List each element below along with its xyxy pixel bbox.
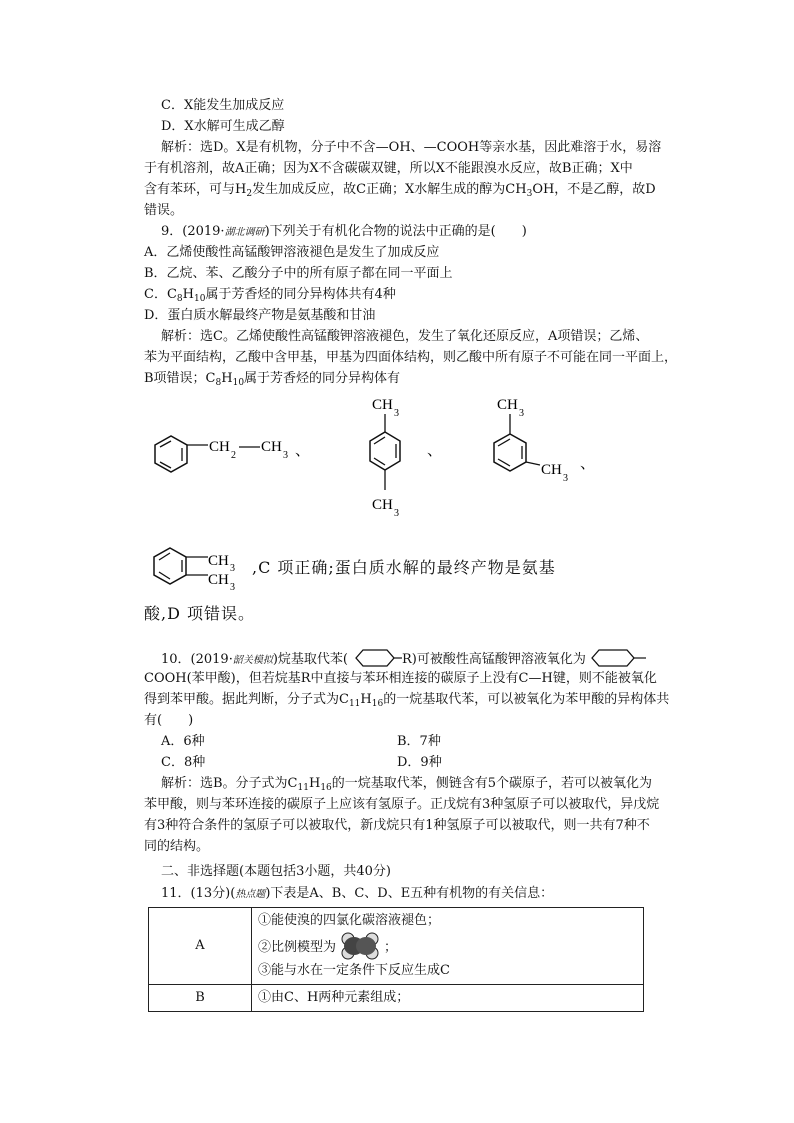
q9-solution-line3: B项错误；$C_8H_{10}$属于芳香烃的同分异构体有 — [144, 371, 401, 388]
info-table — [148, 907, 644, 1012]
benzene-ring-icon — [348, 648, 402, 668]
q9-option-c: C．$C_8H_{10}$属于芳香烃的同分异构体共有4种 — [144, 287, 396, 304]
svg-text:、: 、 — [295, 443, 311, 459]
row-key: A — [149, 908, 252, 985]
p-xylene-structure — [370, 397, 442, 519]
svg-text:3: 3 — [230, 563, 235, 574]
svg-text:3: 3 — [283, 450, 288, 461]
svg-text:3: 3 — [563, 473, 568, 484]
svg-text:CH: CH — [372, 497, 393, 513]
q9-option-d: D．蛋白质水解最终产物是氨基酸和甘油 — [144, 308, 376, 323]
row-content: ①能使溴的四氯化碳溶液褪色； ②比例模型为 ； ③能与水在一定条件下反应生成C — [252, 908, 644, 985]
table-row — [149, 985, 644, 1012]
svg-text:3: 3 — [519, 408, 524, 419]
svg-text:3: 3 — [394, 408, 399, 419]
q9-solution-line2: 苯为平面结构，乙酸中含甲基，甲基为四面体结构，则乙酸中所有原子不可能在同一平面上， — [144, 350, 678, 365]
q9-solution-cont: ,C 项正确;蛋白质水解的最终产物是氨基 — [252, 558, 556, 577]
svg-text:2: 2 — [231, 450, 236, 461]
q10-option-a: A．6种 — [161, 734, 205, 749]
svg-text:CH: CH — [261, 439, 282, 455]
table-row — [149, 908, 644, 985]
svg-text:CH: CH — [208, 553, 229, 569]
svg-text:CH: CH — [209, 439, 230, 455]
q10-option-d: D．9种 — [397, 755, 442, 770]
ethylbenzene-structure — [155, 436, 310, 472]
q9-stem: 9．(2019·湖北调研)下列关于有机化合物的说法中正确的是( ) — [161, 224, 527, 239]
q10-stem-line4: 有( ) — [144, 713, 194, 728]
q10-option-b: B．7种 — [397, 734, 441, 749]
q9-solution-cont2: 酸,D 项错误。 — [144, 604, 256, 623]
svg-text:CH: CH — [208, 572, 229, 588]
svg-text:3: 3 — [394, 508, 399, 519]
ethylene-space-filling-model-icon — [336, 932, 384, 960]
q9-option-a: A．乙烯使酸性高锰酸钾溶液褪色是发生了加成反应 — [144, 245, 440, 260]
q10-option-c: C．8种 — [161, 755, 206, 770]
q11-stem: 11．(13分)(热点题)下表是A、B、C、D、E五种有机物的有关信息： — [161, 886, 554, 901]
row-content: ①由C、H两种元素组成； — [252, 985, 644, 1012]
q10-stem-line3: 得到苯甲酸。据此判断，分子式为$C_{11}H_{16}$的一烷基取代苯，可以被氧化为苯甲酸的异构体共 — [144, 692, 670, 709]
isomer-structures — [140, 392, 620, 532]
q9-solution-line1: 解析：选C。乙烯使酸性高锰酸钾溶液褪色，发生了氧化还原反应，A项错误；乙烯、 — [161, 329, 649, 344]
q9-option-b: B．乙烷、苯、乙酸分子中的所有原子都在同一平面上 — [144, 266, 453, 281]
svg-text:、: 、 — [580, 456, 596, 472]
svg-text:、: 、 — [427, 443, 443, 459]
q8-option-c: C．X能发生加成反应 — [161, 98, 285, 113]
row-key: B — [149, 985, 252, 1012]
q8-solution-line3: 含有苯环，可与$H_2$发生加成反应，故C正确；X水解生成的醇为$CH_3OH$，不是乙醇，故D — [144, 182, 656, 199]
q8-option-d: D．X水解可生成乙醇 — [161, 119, 285, 134]
q10-stem-line2: COOH(苯甲酸)，但若烷基R中直接与苯环相连接的碳原子上没有C—H键，则不能被氧化 — [144, 671, 657, 686]
q8-solution-line4: 错误。 — [144, 203, 184, 218]
q10-solution-line2: 苯甲酸，则与苯环连接的碳原子上应该有氢原子。正戊烷有3种氢原子可以被取代，异戊烷 — [144, 797, 660, 812]
o-xylene-structure — [150, 540, 250, 598]
q10-solution-line1: 解析：选B。分子式为$C_{11}H_{16}$的一烷基取代苯，侧链含有5个碳原子，若可以被氧化为 — [161, 776, 653, 793]
svg-text:CH: CH — [497, 397, 518, 413]
q10-solution-line3: 有3种符合条件的氢原子可以被取代，新戊烷只有1种氢原子可以被取代，则一共有7种不 — [144, 818, 650, 833]
q10-solution-line4: 同的结构。 — [144, 839, 210, 854]
svg-text:CH: CH — [372, 397, 393, 413]
m-xylene-structure — [494, 397, 595, 484]
svg-text:3: 3 — [230, 582, 235, 593]
q10-stem-line1: 10．(2019·韶关模拟)烷基取代苯( R)可被酸性高锰酸钾溶液氧化为 — [161, 648, 648, 671]
section-heading: 二、非选择题(本题包括3小题，共40分) — [161, 864, 391, 879]
q8-solution-line2: 于有机溶剂，故A正确；因为X不含碳碳双键，所以X不能跟溴水反应，故B正确；X中 — [144, 161, 633, 176]
svg-text:CH: CH — [541, 462, 562, 478]
q8-solution-line1: 解析：选D。X是有机物，分子中不含—OH、—COOH等亲水基，因此难溶于水，易溶 — [161, 140, 662, 155]
benzene-ring-icon — [586, 648, 648, 668]
